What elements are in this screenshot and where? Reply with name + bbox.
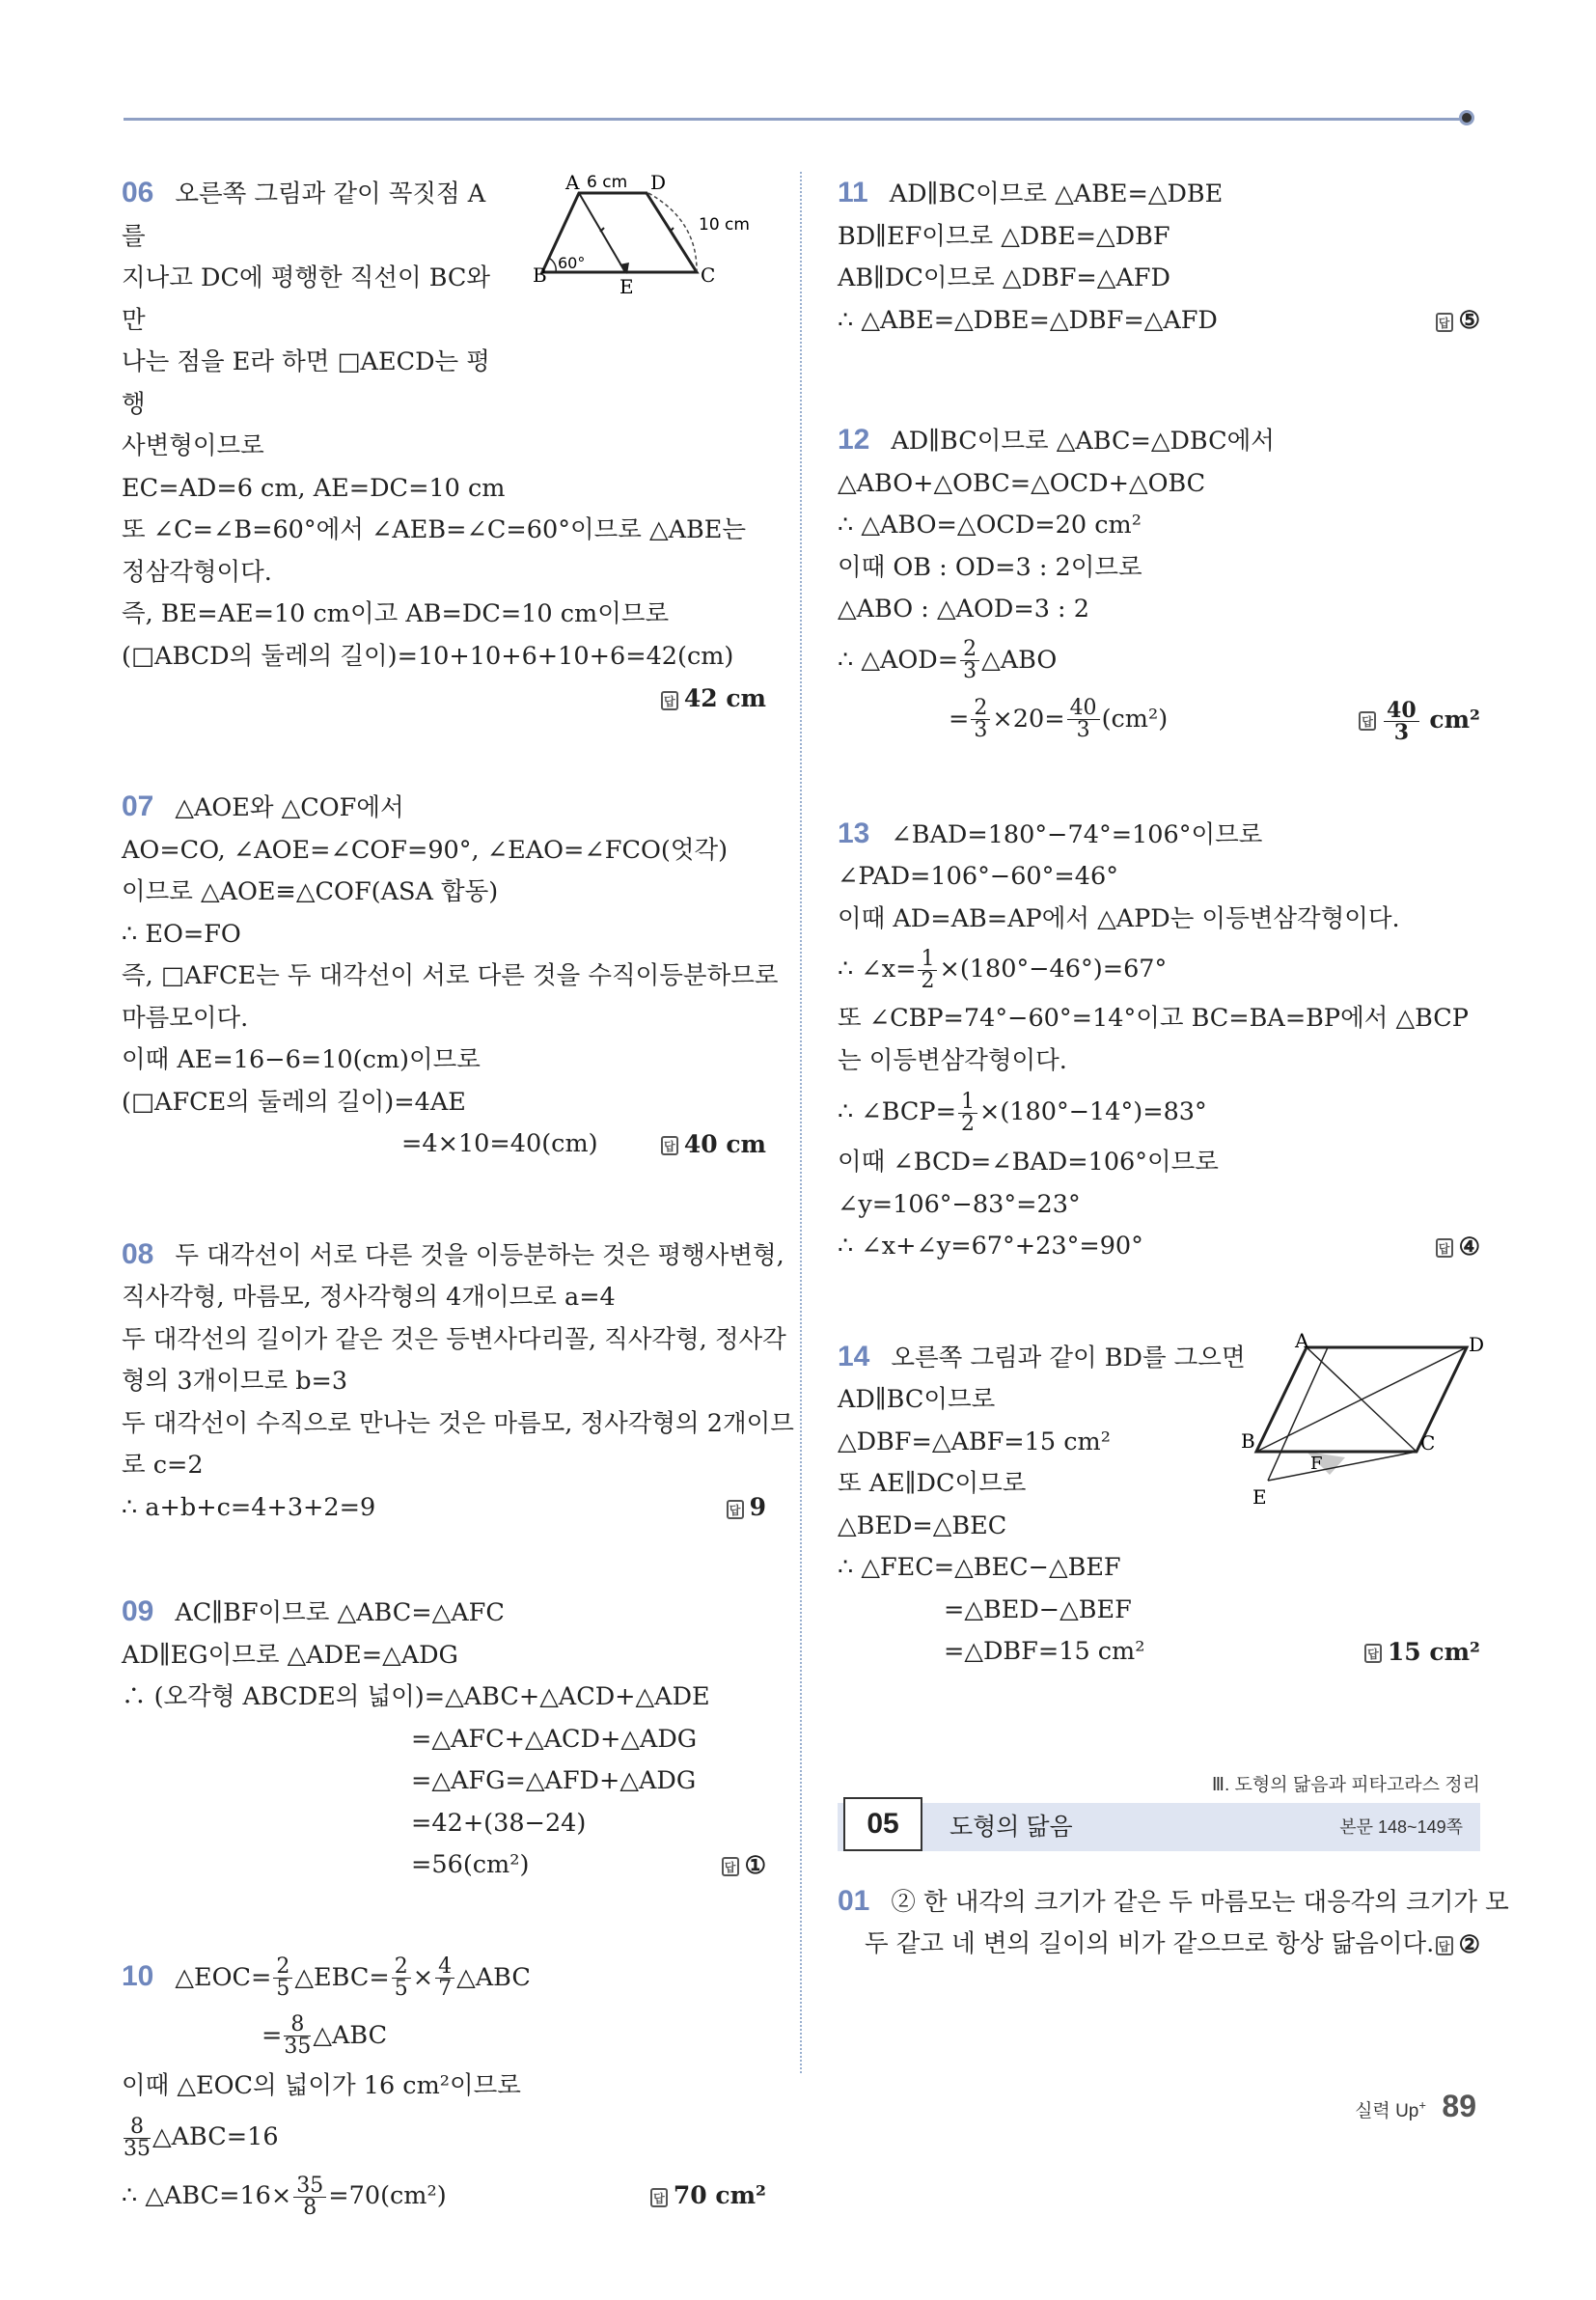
text-line: 13 ∠BAD=180°−74°=106°이므로 [838, 817, 1263, 849]
problem-08 [122, 1233, 794, 1530]
section-pages: 본문 148~149쪽 [1339, 1816, 1463, 1837]
label-F: F [1310, 1453, 1323, 1474]
problem-number: 12 [838, 424, 870, 456]
text-line: ∴ △AOD= $\frac{2}{3}$ △ABO [838, 637, 1058, 683]
text-line: 이때 OB : OD=3 : 2이므로 [838, 552, 1142, 582]
label-A: A [565, 171, 580, 194]
text-line: EC=AD=6 cm, AE=DC=10 cm [122, 473, 506, 503]
text-line: 두 대각선이 수직으로 만나는 것은 마름모, 정사각형의 2개이므 [122, 1408, 794, 1438]
label-C: C [701, 263, 716, 287]
text-line: AD∥BC이므로 [838, 1385, 996, 1414]
text-line: AB∥DC이므로 △DBF=△AFD [838, 263, 1170, 292]
text-line: 01 ② 한 내각의 크기가 같은 두 마름모는 대응각의 크기가 모 [838, 1884, 1509, 1917]
fraction: $\frac{4}{7}$ [435, 1956, 454, 2000]
text-line: △ABO : △AOD=3 : 2 [838, 595, 1089, 623]
text-line: 나는 점을 E라 하면 □AECD는 평행 [122, 347, 490, 419]
text-line: ∴ (오각형 ABCDE의 넓이)=△ABC+△ACD+△ADE [122, 1682, 710, 1711]
text-line: ∴ △ABC=16× $\frac{35}{8}$ =70(cm²) [122, 2173, 447, 2220]
text-line: △BED=△BEC [838, 1510, 1007, 1540]
text-line: 즉, □AFCE는 두 대각선이 서로 다른 것을 수직이등분하므로 [122, 961, 779, 990]
label-angle: 60° [558, 254, 586, 272]
answer-icon: 답 [661, 691, 678, 710]
answer: 답 40 cm [661, 1123, 766, 1166]
text-line: ∠PAD=106°−60°=46° [838, 862, 1118, 891]
fraction: $\frac{35}{8}$ [293, 2175, 326, 2219]
text-line: AD∥EG이므로 △ADE=△ADG [122, 1640, 458, 1670]
text-line: =42+(38−24) [411, 1808, 587, 1838]
answer-icon: 답 [727, 1500, 744, 1519]
right-column [838, 172, 1509, 1966]
problem-11 [838, 172, 1480, 342]
footer-label: 실력 Up+ [1355, 2097, 1426, 2121]
answer-icon: 답 [1359, 711, 1376, 731]
text-line: =△DBF=15 cm² [944, 1637, 1145, 1666]
text-line: =△AFC+△ACD+△ADG [411, 1724, 698, 1754]
text-line: 이므로 △AOE≡△COF(ASA 합동) [122, 877, 499, 906]
page-number: 89 [1442, 2089, 1476, 2123]
answer: 답 70 cm² [650, 2175, 766, 2217]
answer: 답 ⑤ [1436, 299, 1480, 342]
problem-13 [838, 813, 1480, 1268]
text-line: 지나고 DC에 평행한 직선이 BC와 만 [122, 263, 491, 335]
problem-number: 08 [122, 1237, 154, 1270]
answer: 답 9 [727, 1486, 766, 1529]
answer-icon: 답 [1436, 1936, 1453, 1955]
label-B: B [1241, 1428, 1255, 1453]
text-line: 또 ∠C=∠B=60°에서 ∠AEB=∠C=60°이므로 △ABE는 [122, 515, 746, 544]
top-rule [124, 118, 1465, 121]
label-E: E [619, 275, 634, 298]
problem-number: 01 [838, 1884, 870, 1917]
text-line: ∠y=106°−83°=23° [838, 1189, 1081, 1219]
text-line: 09 AC∥BF이므로 △ABC=△AFC [122, 1595, 505, 1627]
problem-number: 06 [122, 177, 154, 208]
text-line: (□ABCD의 둘레의 길이)=10+10+6+10+6=42(cm) [122, 641, 734, 671]
fraction: $\frac{1}{2}$ [918, 949, 937, 992]
text-line: 06 오른쪽 그림과 같이 꼭짓점 A를 [122, 177, 486, 251]
fraction: $\frac{40}{3}$ [1067, 698, 1100, 741]
text-line: =△BED−△BEF [944, 1594, 1132, 1624]
text-line: ∴ △ABO=△OCD=20 cm² [838, 511, 1142, 540]
answer: 답 $\frac{40}{3}$ cm² [1359, 699, 1480, 741]
problem-07 [122, 786, 779, 1166]
text-line: ∴ EO=FO [122, 919, 241, 949]
left-column [122, 171, 794, 2300]
label-C: C [1420, 1430, 1436, 1455]
answer: 답 ④ [1436, 1226, 1480, 1268]
section-title: 도형의 닮음 [949, 1813, 1073, 1841]
fraction: $\frac{40}{3}$ [1384, 700, 1419, 743]
fraction: $\frac{8}{35}$ [284, 2012, 312, 2059]
fraction: $\frac{2}{5}$ [273, 1956, 292, 2000]
text-line: = $\frac{2}{3}$ ×20= $\frac{40}{3}$ (cm²) [949, 696, 1169, 742]
text-line: 직사각형, 마름모, 정사각형의 4개이므로 a=4 [122, 1283, 616, 1312]
problem-number: 07 [122, 790, 154, 822]
problem-09 [122, 1591, 766, 1887]
text-line: 08 두 대각선이 서로 다른 것을 이등분하는 것은 평행사변형, [122, 1237, 784, 1270]
top-rule-dot [1459, 110, 1474, 125]
text-line: BD∥EF이므로 △DBE=△DBF [838, 221, 1170, 251]
answer: 답 15 cm² [1364, 1631, 1480, 1674]
answer-icon: 답 [722, 1857, 739, 1876]
answer-icon: 답 [650, 2188, 668, 2207]
text-line: ∴ △FEC=△BEC−△BEF [838, 1553, 1121, 1582]
problem-14 [838, 1328, 1485, 1674]
text-line: 형의 3개이므로 b=3 [122, 1367, 348, 1396]
text-line: ∴ ∠BCP= $\frac{1}{2}$ ×(180°−14°)=83° [838, 1089, 1207, 1136]
fraction: $\frac{2}{5}$ [392, 1956, 411, 2000]
problem-01 [838, 1880, 1509, 1966]
problem-06 [122, 172, 766, 720]
label-B: B [533, 263, 547, 287]
text-line: △DBF=△ABF=15 cm² [838, 1427, 1111, 1456]
problem-number: 09 [122, 1595, 154, 1627]
problem-number: 13 [838, 817, 870, 849]
label-D: D [650, 171, 667, 194]
text-line: ∴ △ABE=△DBE=△DBF=△AFD [838, 305, 1218, 335]
text-line: 두 같고 네 변의 길이의 비가 같으므로 항상 닮음이다. [865, 1929, 1435, 1958]
text-line: 마름모이다. [122, 1003, 249, 1033]
fraction: $\frac{2}{3}$ [971, 698, 990, 741]
trapezoid-figure [533, 172, 764, 297]
label-top-length: 6 cm [587, 173, 628, 192]
text-line: 또 AE∥DC이므로 [838, 1469, 1027, 1498]
answer-icon: 답 [661, 1136, 678, 1155]
text-line: =△AFG=△AFD+△ADG [411, 1766, 697, 1795]
text-line: 정삼각형이다. [122, 557, 272, 587]
problem-number: 11 [838, 177, 868, 208]
text-line: 이때 ∠BCD=∠BAD=106°이므로 [838, 1148, 1219, 1177]
text-line: 이때 AD=AB=AP에서 △APD는 이등변삼각형이다. [838, 903, 1400, 933]
section-header [838, 1770, 1480, 1859]
problem-12 [838, 419, 1480, 749]
text-line: = $\frac{8}{35}$ △ABC [261, 2012, 388, 2059]
page-footer [1355, 2089, 1476, 2124]
chapter-title: Ⅲ. 도형의 닮음과 피타고라스 정리 [1211, 1774, 1480, 1795]
text-line: ∴ a+b+c=4+3+2=9 [122, 1492, 376, 1522]
text-line: 이때 △EOC의 넓이가 16 cm²이므로 [122, 2070, 521, 2100]
text-line: 또 ∠CBP=74°−60°=14°이고 BC=BA=BP에서 △BCP [838, 1004, 1469, 1033]
answer-icon: 답 [1436, 313, 1453, 332]
answer-icon: 답 [1364, 1644, 1382, 1663]
text-line: ∴ ∠x= $\frac{1}{2}$ ×(180°−46°)=67° [838, 946, 1168, 993]
text-line: 12 AD∥BC이므로 △ABC=△DBC에서 [838, 424, 1275, 456]
text-line: ∴ ∠x+∠y=67°+23°=90° [838, 1232, 1143, 1261]
text-line: 사변형이므로 [122, 431, 264, 460]
text-line: 07 △AOE와 △COF에서 [122, 790, 404, 822]
text-line: 즉, BE=AE=10 cm이고 AB=DC=10 cm이므로 [122, 599, 670, 628]
parallelogram-figure [1241, 1328, 1485, 1510]
label-D: D [1469, 1332, 1485, 1356]
fraction: $\frac{8}{35}$ [124, 2114, 151, 2161]
label-E: E [1252, 1484, 1267, 1509]
problem-number: 14 [838, 1340, 870, 1372]
answer: 답 ① [722, 1844, 766, 1887]
problem-number: 10 [122, 1959, 154, 1992]
text-line: 11 AD∥BC이므로 △ABE=△DBE [838, 177, 1224, 208]
column-separator [800, 172, 802, 2073]
answer: 답 42 cm [122, 678, 766, 720]
section-number: 05 [843, 1797, 922, 1851]
fraction: $\frac{2}{3}$ [960, 639, 979, 682]
text-line: 이때 AE=16−6=10(cm)이므로 [122, 1045, 481, 1074]
label-side-length: 10 cm [699, 215, 750, 235]
text-line: =56(cm²) [411, 1850, 530, 1879]
text-line: 14 오른쪽 그림과 같이 BD를 그으면 [838, 1340, 1246, 1372]
text-line: =4×10=40(cm) [401, 1129, 598, 1158]
text-line: 로 c=2 [122, 1451, 204, 1480]
text-line: 10 △EOC= $\frac{2}{5}$ △EBC= $\frac{2}{5}$ × $\frac{4}{7}$ △ABC [122, 1954, 531, 2001]
text-line: 는 이등변삼각형이다. [838, 1045, 1067, 1075]
text-line: △ABO+△OBC=△OCD+△OBC [838, 468, 1206, 498]
text-line: 두 대각선의 길이가 같은 것은 등변사다리꼴, 직사각형, 정사각 [122, 1324, 786, 1354]
text-line: (□AFCE의 둘레의 길이)=4AE [122, 1087, 466, 1117]
text-line: $\frac{8}{35}$ △ABC=16 [124, 2114, 279, 2161]
text-line: AO=CO, ∠AOE=∠COF=90°, ∠EAO=∠FCO(엇각) [122, 835, 729, 865]
answer: 답 ② [1436, 1924, 1480, 1966]
problem-10 [122, 1949, 766, 2226]
answer-icon: 답 [1436, 1238, 1453, 1258]
label-A: A [1295, 1328, 1309, 1352]
fraction: $\frac{1}{2}$ [958, 1092, 977, 1135]
